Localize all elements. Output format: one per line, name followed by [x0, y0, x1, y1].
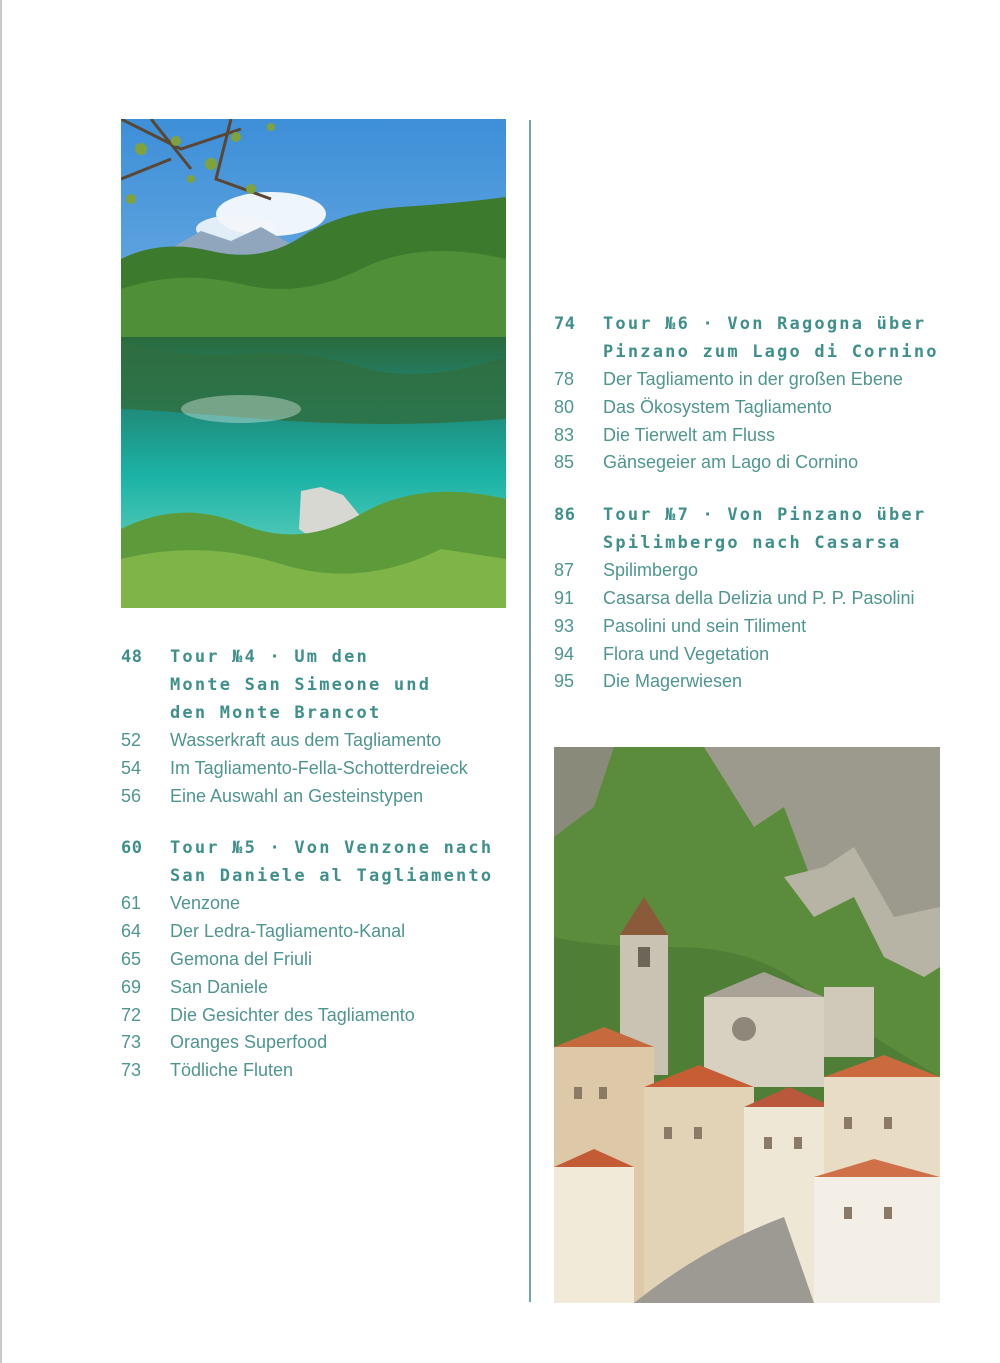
tour-section — [554, 310, 954, 477]
toc-entry[interactable] — [554, 366, 954, 394]
tour-page-number: 60 — [121, 838, 143, 859]
toc-entry-title: Flora und Vegetation — [603, 643, 770, 664]
toc-entry-page: 93 — [554, 615, 575, 636]
toc-entry-page: 69 — [121, 976, 142, 997]
tour-title-line: Monte San Simeone und — [170, 675, 432, 695]
toc-entry-title: Pasolini und sein Tiliment — [603, 615, 807, 636]
toc-entry[interactable] — [554, 449, 954, 477]
toc-entry-page: 72 — [121, 1004, 142, 1025]
column-divider — [529, 120, 531, 1302]
toc-entry-page: 56 — [121, 785, 142, 806]
toc-entry[interactable] — [554, 613, 954, 641]
toc-entry-title: Wasserkraft aus dem Tagliamento — [170, 730, 442, 750]
toc-entry[interactable] — [554, 585, 954, 613]
page-edge — [0, 0, 2, 1363]
tour-body — [603, 501, 954, 557]
tour-title-line: Tour №7 · Von Pinzano über — [603, 505, 927, 526]
toc-entry-page: 52 — [121, 730, 142, 750]
town-photo — [554, 747, 940, 1303]
toc-entry-page: 64 — [121, 921, 142, 942]
toc-entry-title: Gemona del Friuli — [170, 948, 313, 969]
toc-entry-title: Im Tagliamento-Fella-Schotterdreieck — [170, 757, 468, 778]
toc-entry-page: 95 — [554, 671, 575, 692]
toc-entry[interactable] — [121, 1029, 521, 1057]
toc-entry-title: Die Tierwelt am Fluss — [603, 424, 776, 445]
toc-entry-page: 91 — [554, 587, 575, 608]
tour-page-number: 86 — [554, 505, 576, 526]
toc-entry-page: 80 — [554, 396, 575, 417]
toc-entry-title: Eine Auswahl an Gesteinstypen — [170, 785, 424, 806]
toc-entry[interactable] — [121, 918, 521, 946]
tour-title-line: Spilimbergo nach Casarsa — [603, 533, 902, 554]
tour-body — [603, 310, 954, 366]
toc-entry-page: 73 — [121, 1060, 142, 1081]
tour-title-line: den Monte Brancot — [170, 703, 382, 723]
toc-entry-page: 94 — [554, 643, 575, 664]
toc-entry[interactable] — [121, 890, 521, 918]
tour-title-line: San Daniele al Tagliamento — [170, 866, 494, 887]
toc-entry[interactable] — [554, 422, 954, 450]
toc-entry[interactable] — [121, 755, 521, 783]
tour-title-line: Tour №4 · Um den — [170, 647, 369, 667]
toc-entry[interactable] — [121, 974, 521, 1002]
toc-entry-page: 83 — [554, 424, 575, 445]
toc-entry-page: 85 — [554, 452, 575, 473]
toc-entry-title: Spilimbergo — [603, 560, 699, 581]
tour-body — [170, 643, 521, 727]
tour-page-number: 48 — [121, 647, 143, 667]
toc-entry-page: 87 — [554, 560, 575, 581]
toc-entry-title: Der Tagliamento in der großen Ebene — [603, 369, 903, 389]
tour-title-line: Tour №6 · Von Ragogna über — [603, 314, 927, 334]
toc-entry-title: Venzone — [170, 893, 241, 914]
toc-right-column — [554, 310, 954, 696]
tour-section — [121, 834, 521, 1085]
toc-entry-page: 61 — [121, 893, 142, 914]
toc-entry-title: Gänsegeier am Lago di Cornino — [603, 452, 859, 473]
tour-section — [121, 643, 521, 810]
toc-entry-title: Oranges Superfood — [170, 1032, 328, 1053]
toc-entry-title: Die Magerwiesen — [603, 671, 743, 692]
toc-entry-title: Die Gesichter des Tagliamento — [170, 1004, 415, 1025]
toc-entry-title: Der Ledra-Tagliamento-Kanal — [170, 921, 406, 942]
toc-entry[interactable] — [554, 557, 954, 585]
tour-title-line: Tour №5 · Von Venzone nach — [170, 838, 494, 859]
tour-body — [170, 834, 521, 890]
toc-entry-title: San Daniele — [170, 976, 269, 997]
lake-photo — [121, 119, 506, 608]
toc-entry[interactable] — [121, 1057, 521, 1085]
toc-entry[interactable] — [121, 727, 521, 755]
toc-entry-title: Das Ökosystem Tagliamento — [603, 396, 832, 417]
toc-entry[interactable] — [554, 641, 954, 669]
toc-entry[interactable] — [121, 946, 521, 974]
toc-entry[interactable] — [554, 394, 954, 422]
toc-left-column — [121, 643, 521, 1085]
toc-entry[interactable] — [554, 668, 954, 696]
toc-entry-page: 54 — [121, 757, 142, 778]
toc-entry-title: Tödliche Fluten — [170, 1060, 294, 1081]
toc-entry-page: 73 — [121, 1032, 142, 1053]
tour-title-line: Pinzano zum Lago di Cornino — [603, 342, 939, 362]
toc-entry[interactable] — [121, 1002, 521, 1030]
toc-entry-page: 78 — [554, 369, 575, 389]
toc-entry[interactable] — [121, 783, 521, 811]
tour-section — [554, 501, 954, 696]
tour-page-number: 74 — [554, 314, 576, 334]
toc-entry-page: 65 — [121, 948, 142, 969]
toc-entry-title: Casarsa della Delizia und P. P. Pasolini — [603, 587, 915, 608]
